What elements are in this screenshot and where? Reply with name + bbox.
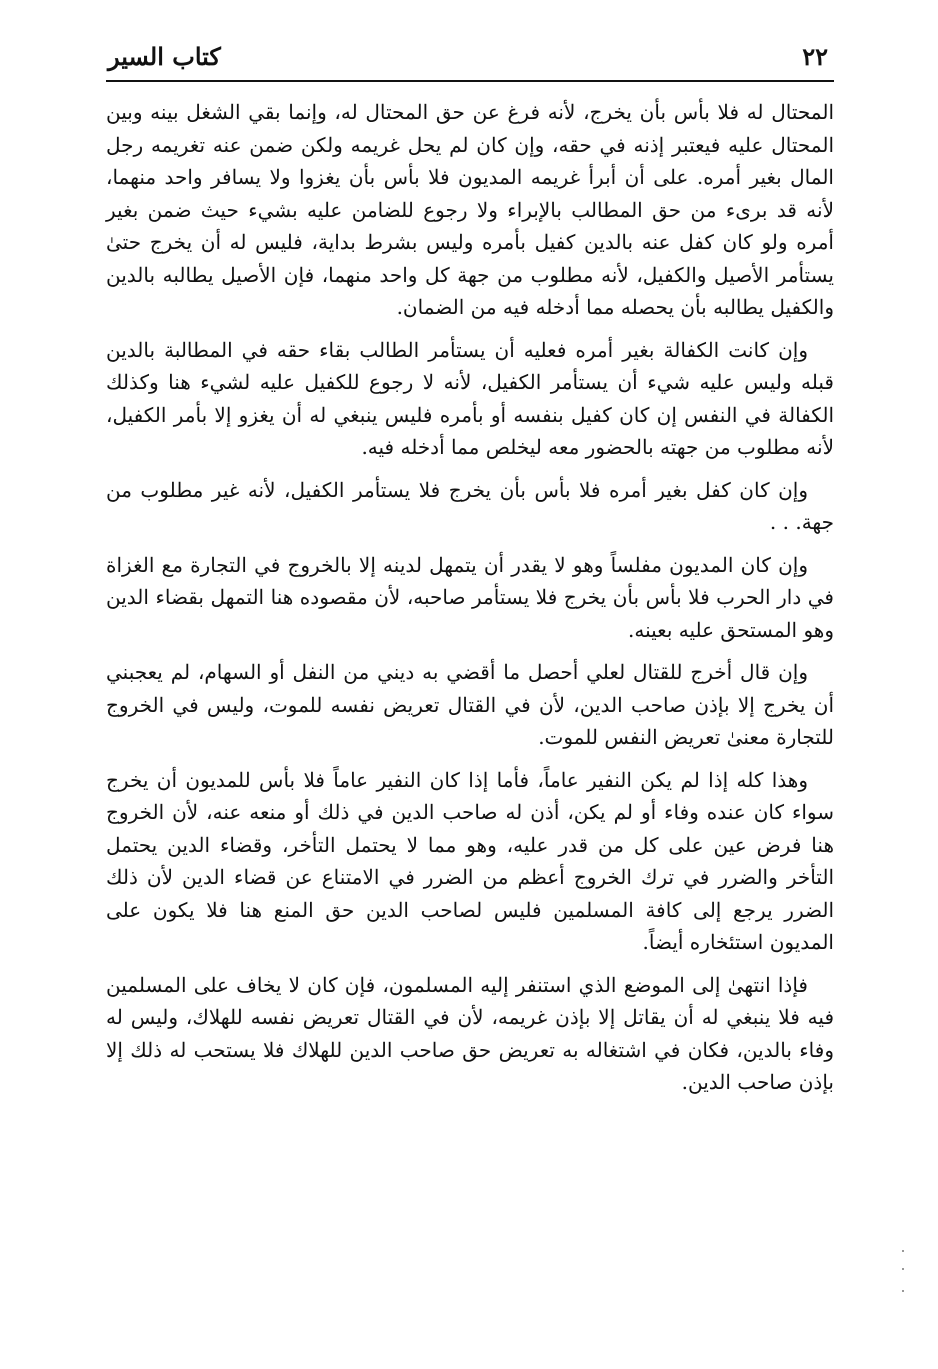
paragraph-3: وإن كان كفل بغير أمره فلا بأس بأن يخرج فلا يستأمر الكفيل، لأنه غير مطلوب من جهة. . . bbox=[106, 477, 834, 534]
paragraph-2: وإن كانت الكفالة بغير أمره فعليه أن يستأمر الطالب بقاء حقه في المطالبة بالدين قبله وليس عليه شيء أن يستأمر الكفيل، لأنه لا رجوع للكفيل عليه لشيء هنا وكذلك الكفالة في النفس إن كان كفيل بنفسه أو بأمره فليس ينبغي له أن يغزو إلا بأمر الكفيل، لأنه مطلوب من جهته بالحضور معه ليخلص مما أدخله فيه. bbox=[106, 337, 834, 459]
paragraph-7: فإذا انتهىٰ إلى الموضع الذي استنفر إليه المسلمون، فإن كان لا يخاف على المسلمين فيه فلا ينبغي له أن يقاتل إلا بإذن غريمه، لأن في القتال تعريض نفسه للهلاك، وليس له وفاء بالدين، فكان في اشتغاله به تعريض حق صاحب الدين للهلاك فلا يستحب له ذلك إلا بإذن صاحب الدين. bbox=[106, 972, 834, 1094]
running-head bbox=[108, 40, 828, 80]
paragraph-4: وإن كان المديون مفلساً وهو لا يقدر أن يتمهل لدينه إلا بالخروج في التجارة مع الغزاة في دار الحرب فلا بأس بأن يخرج فلا يستأمر صاحبه، لأن مقصوده هنا التمهل بقضاء الدين وهو المستحق عليه بعينه. bbox=[106, 552, 834, 642]
page-number: ٢٢ bbox=[802, 42, 828, 71]
paragraph-1: المحتال له فلا بأس بأن يخرج، لأنه فرغ عن حق المحتال له، وإنما بقي الشغل بينه وبين المحتال عليه فيعتبر إذنه في حقه، وإن كان لم يحل غريمه ولكن ضمن عنه تغريمه رجل المال بغير أمره. على أن أبرأ غريمه المديون فلا بأس بأن يغزوا ولا يسافر واحد منهما، لأنه قد برىء من حق المطالب بالإبراء ولا رجوع للضامن عليه بشيء حيث ضمن بغير أمره ولو كان كفل عنه بالدين كفيل بأمره وليس بشرط بداية، فليس له أن يخرج حتىٰ يستأمر الأصيل والكفيل، لأنه مطلوب من جهة كل واحد منهما، فإن الأصيل يطالبه بالدين والكفيل يطالبه بأن يحصله مما أدخله فيه من الضمان. bbox=[106, 100, 834, 319]
header-rule bbox=[106, 80, 834, 82]
body-text bbox=[106, 96, 834, 1109]
book-title: كتاب السير bbox=[108, 42, 221, 71]
margin-speck bbox=[902, 1250, 904, 1252]
margin-speck bbox=[902, 1290, 904, 1292]
margin-speck bbox=[902, 1268, 904, 1270]
paragraph-6: وهذا كله إذا لم يكن النفير عاماً، فأما إذا كان النفير عاماً فلا بأس للمديون أن يخرج سواء كان عنده وفاء أو لم يكن، أذن له صاحب الدين في ذلك أو منعه عنه، لأن الخروج هنا فرض عين على كل من قدر عليه، وهو مما لا يحتمل التأخر، وقضاء الدين يحتمل التأخر والضرر في ترك الخروج أعظم من الضرر في الامتناع عن قضاء الدين لأن ذلك الضرر يرجع إلى كافة المسلمين فليس لصاحب الدين حق المنع هنا فلا يكون على المديون استئخاره أيضاً. bbox=[106, 767, 834, 954]
paragraph-5: وإن قال أخرج للقتال لعلي أحصل ما أقضي به ديني من النفل أو السهام، لم يعجبني أن يخرج إلا بإذن صاحب الدين، لأن في القتال تعريض نفسه للموت، وليس في الخروج للتجارة معنىٰ تعريض النفس للموت. bbox=[106, 660, 834, 749]
